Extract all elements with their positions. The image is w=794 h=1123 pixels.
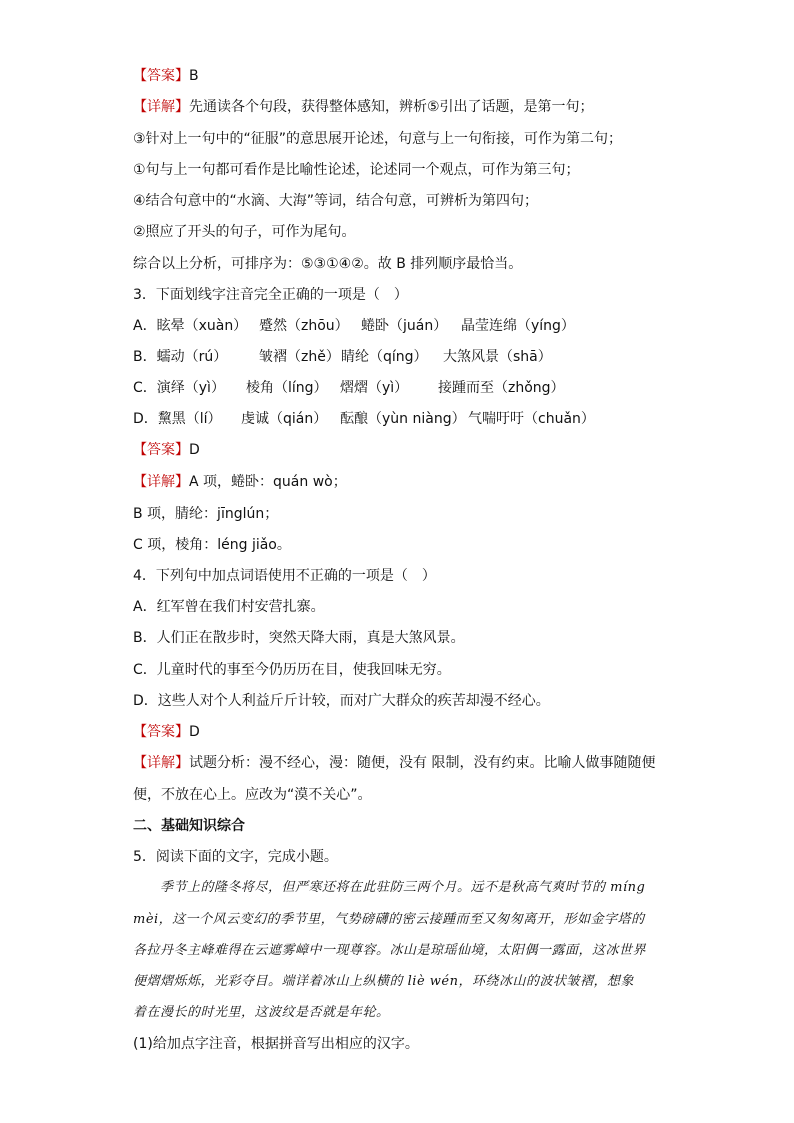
passage-line-2: mèi，这一个风云变幻的季节里，气势磅礴的密云接踵而至又匆匆离开，形如金字塔的 xyxy=(133,912,645,927)
answer-tag: 【答案】 xyxy=(133,724,189,740)
passage-line-1: 季节上的隆冬将尽，但严寒还将在此驻防三两个月。远不是秋高气爽时节的 míng xyxy=(160,880,646,895)
q3-option-c-1: C．演绎（yì） xyxy=(133,380,225,396)
q4-stem: 4．下列句中加点词语使用不正确的一项是（ ） xyxy=(133,568,436,584)
detail-tag: 【详解】 xyxy=(133,474,189,490)
q3-option-d-4: 气喘吁吁（chuǎn） xyxy=(468,411,595,427)
q4-option-a: A．红军曾在我们村安营扎寨。 xyxy=(133,599,325,615)
detail-tag: 【详解】 xyxy=(133,99,189,115)
q5-sub1-prompt: (1)给加点字注音，根据拼音写出相应的汉字。 xyxy=(133,1036,419,1052)
q3-option-d-2: 虔诚（qián） xyxy=(241,411,328,427)
q2-detail-summary: 综合以上分析，可排序为：⑤③①④②。故 B 排列顺序最恰当。 xyxy=(133,256,523,272)
q3-detail-line-3: C 项，棱角：léng jiǎo。 xyxy=(133,537,291,553)
q4-answer-line xyxy=(133,722,200,742)
q3-option-b-2: 皱褶（zhě） xyxy=(259,349,340,365)
q3-stem: 3．下面划线字注音完全正确的一项是（ ） xyxy=(133,287,408,303)
q2-detail-line-3: ①句与上一句都可看作是比喻性论述，论述同一个观点，可作为第三句； xyxy=(133,162,580,178)
q2-answer: B xyxy=(189,68,199,84)
q3-detail-text-1: A 项，蜷卧：quán wò； xyxy=(189,474,347,490)
detail-tag: 【详解】 xyxy=(133,755,189,771)
q5-stem: 5．阅读下面的文字，完成小题。 xyxy=(133,849,338,865)
q4-answer: D xyxy=(189,724,200,740)
q4-detail-line-1 xyxy=(133,753,655,773)
q4-detail-line-2: 便，不放在心上。应改为“漠不关心”。 xyxy=(133,787,372,803)
q3-option-c-2: 棱角（líng） xyxy=(246,380,328,396)
q3-detail-line-1 xyxy=(133,472,347,492)
answer-tag: 【答案】 xyxy=(133,68,189,84)
q4-option-c: C．儿童时代的事至今仍历历在目，使我回味无穷。 xyxy=(133,662,451,678)
q3-option-c-4: 接踵而至（zhǒng） xyxy=(438,380,565,396)
q3-option-b-1: B．蠕动（rú） xyxy=(133,349,228,365)
answer-tag: 【答案】 xyxy=(133,442,189,458)
q2-detail-line-4: ④结合句意中的“水滴、大海”等词，结合句意，可辨析为第四句； xyxy=(133,193,539,209)
q2-answer-line xyxy=(133,66,199,86)
q3-option-d-3: 酝酿（yùn niàng） xyxy=(340,411,466,427)
q2-detail-line-1 xyxy=(133,97,594,117)
q3-option-b-4: 大煞风景（shā） xyxy=(443,349,552,365)
q3-option-a-1: A．眩晕（xuàn） xyxy=(133,318,248,334)
q3-option-d-1: D．黧黑（lí） xyxy=(133,411,222,427)
section-title: 二、基础知识综合 xyxy=(133,818,245,834)
q3-option-a-4: 晶莹连绵（yíng） xyxy=(461,318,575,334)
q3-answer: D xyxy=(189,442,200,458)
q3-option-a-2: 蹙然（zhōu） xyxy=(259,318,349,334)
passage-line-3: 各拉丹冬主峰难得在云遮雾嶂中一现尊容。冰山是琼瑶仙境，太阳偶一露面，这冰世界 xyxy=(133,943,647,958)
q4-option-d: D．这些人对个人利益斤斤计较，而对广大群众的疾苦却漫不经心。 xyxy=(133,693,550,709)
q2-detail-line-5: ②照应了开头的句子，可作为尾句。 xyxy=(133,224,356,240)
q3-option-c-3: 熠熠（yì） xyxy=(340,380,409,396)
q2-detail-line-2: ③针对上一句中的“征服”的意思展开论述，句意与上一句衔接，可作为第二句； xyxy=(133,131,623,147)
q4-detail-text-1: 试题分析：漫不经心，漫：随便，没有 限制，没有约束。比喻人做事随随便 xyxy=(189,755,656,771)
q3-option-a-3: 蜷卧（juán） xyxy=(361,318,448,334)
q3-option-b-3: 睛纶（qíng） xyxy=(341,349,428,365)
q3-detail-line-2: B 项，腈纶：jīnglún； xyxy=(133,506,279,522)
passage-line-4: 便熠熠烁烁，光彩夺目。端详着冰山上纵横的 liè wén，环绕冰山的波状皱褶，想象 xyxy=(133,974,634,989)
q3-answer-line xyxy=(133,440,200,460)
q4-option-b: B．人们正在散步时，突然天降大雨，真是大煞风景。 xyxy=(133,630,465,646)
q2-detail-text-1: 先通读各个句段，获得整体感知，辨析⑤引出了话题，是第一句； xyxy=(189,99,594,115)
passage-line-5: 着在漫长的时光里，这波纹是否就是年轮。 xyxy=(133,1005,390,1020)
